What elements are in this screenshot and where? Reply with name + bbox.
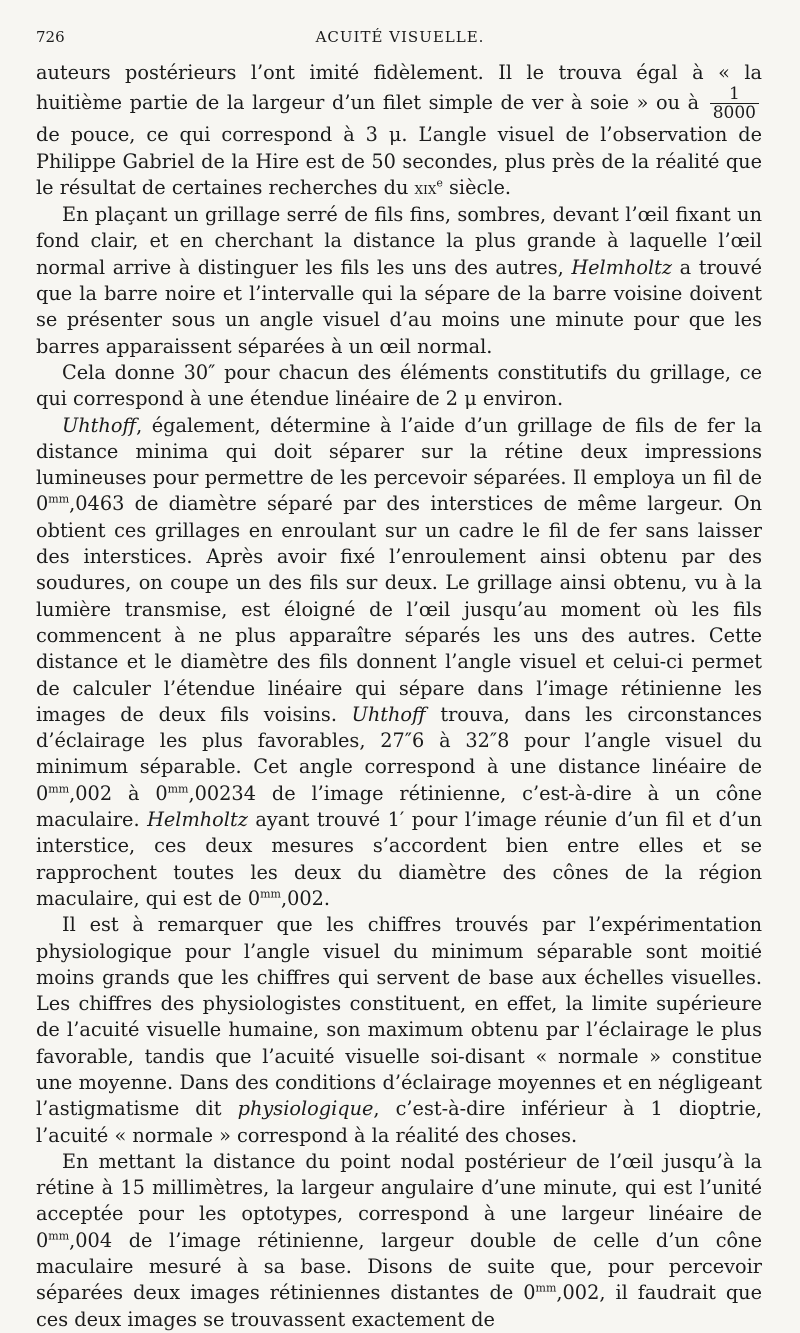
paragraph-4: Uhthoff, également, détermine à l’aide d’un grillage de fils de fer la distance minima qui doit séparer sur la rétine deux impressions lumineuses pour permettre de les percevoir séparées. Il employa un fil de $0^{mm},0463$ de diamètre séparé par des interstices de même largeur. On obtient ces grillages en enroulant sur un cadre le fil de fer sans laisser des interstices. Après avoir fixé l’enroulement ainsi obtenu par des soudures, on coupe un des fils sur deux. Le grillage ainsi obtenu, vu à la lumière transmise, est éloigné de l’œil jusqu’au moment où les fils commencent à ne plus apparaître séparés les uns des autres. Cette distance et le diamètre des fils donnent l’angle visuel et celui-ci permet de calculer l’étendue linéaire qui sépare dans l’image rétinienne les images de deux fils voisins. Uhthoff trouva, dans les circonstances d’éclairage les plus favorables, 27″6 à 32″8 pour l’angle visuel du minimum séparable. Cet angle correspond à une distance linéaire de $0^{mm},002$ à $0^{mm},00234$ de l’image rétinienne, c’est-à-dire à un cône maculaire. Helmholtz ayant trouvé 1′ pour l’image réunie d’un fil et d’un interstice, ces deux mesures s’accordent bien entre elles et se rapprochent toutes les deux du diamètre des cônes de la région maculaire, qui est de $0^{mm},002$. — [36, 413, 763, 910]
author-name: Uhthoff — [62, 413, 137, 437]
author-name: Helmholtz — [147, 808, 248, 832]
paragraph-2: En plaçant un grillage serré de fils fins, sombres, devant l’œil fixant un fond clair, et en cherchant la distance la plus grande à laquelle l’œil normal arrive à distinguer les fils les uns des autres, Helmholtz a trouvé que la barre noire et l’intervalle qui la sépare de la barre voisine doivent se présenter sous un angle visuel d’au moins une minute pour que les barres apparaissent séparées à un œil normal. — [36, 203, 762, 358]
fraction: $\frac{1}{8000}$ — [710, 86, 759, 122]
paragraph-5: Il est à remarquer que les chiffres trouvés par l’expérimentation physiologique pour l’angle visuel du minimum séparable sont moitié moins grands que les chiffres qui servent de base aux échelles visuelles. Les chiffres des physiologistes constituent, en effet, la limite supérieure de l’acuité visuelle humaine, son maximum obtenu par l’éclairage le plus favorable, tandis que l’acuité visuelle soi-disant « normale » constitue une moyenne. Dans des conditions d’éclairage moyennes et en négligeant l’astigmatisme dit physiologique, c’est-à-dire inférieur à 1 dioptrie, l’acuité « normale » correspond à la réalité des choses. — [36, 913, 762, 1147]
italic-term: physiologique — [237, 1097, 374, 1121]
paragraph-1: auteurs postérieurs l’ont imité fidèlement. Il le trouva égal à « la huitième partie de la largeur d’un filet simple de ver à soie » ou à $\frac{1}{8000}$ de pouce, ce qui correspond à 3 μ. L’angle visuel de l’observation de Philippe Gabriel de la Hire est de 50 secondes, plus près de la réalité que le résultat de certaines recherches du xix$^e$ siècle. — [36, 61, 762, 199]
page-body — [36, 60, 762, 1333]
running-title: ACUITÉ VISUELLE. — [315, 28, 485, 46]
page-header — [36, 28, 764, 52]
paragraph-3: Cela donne 30″ pour chacun des éléments constitutifs du grillage, ce qui correspond à une étendue linéaire de 2 μ environ. — [36, 360, 762, 411]
author-name: Helmholtz — [571, 255, 673, 279]
page-number: 726 — [36, 28, 65, 46]
author-name: Uhthoff — [351, 702, 426, 726]
paragraph-6: En mettant la distance du point nodal postérieur de l’œil jusqu’à la rétine à 15 millimètres, la largeur angulaire d’une minute, qui est l’unité acceptée pour les optotypes, correspond à une largeur linéaire de $0^{mm},004$ de l’image rétinienne, largeur double de celle d’un cône maculaire mesuré à sa base. Disons de suite que, pour percevoir séparées deux images rétiniennes distantes de $0^{mm},002$, il faudrait que ces deux images se trouvassent exactement de — [36, 1149, 762, 1331]
